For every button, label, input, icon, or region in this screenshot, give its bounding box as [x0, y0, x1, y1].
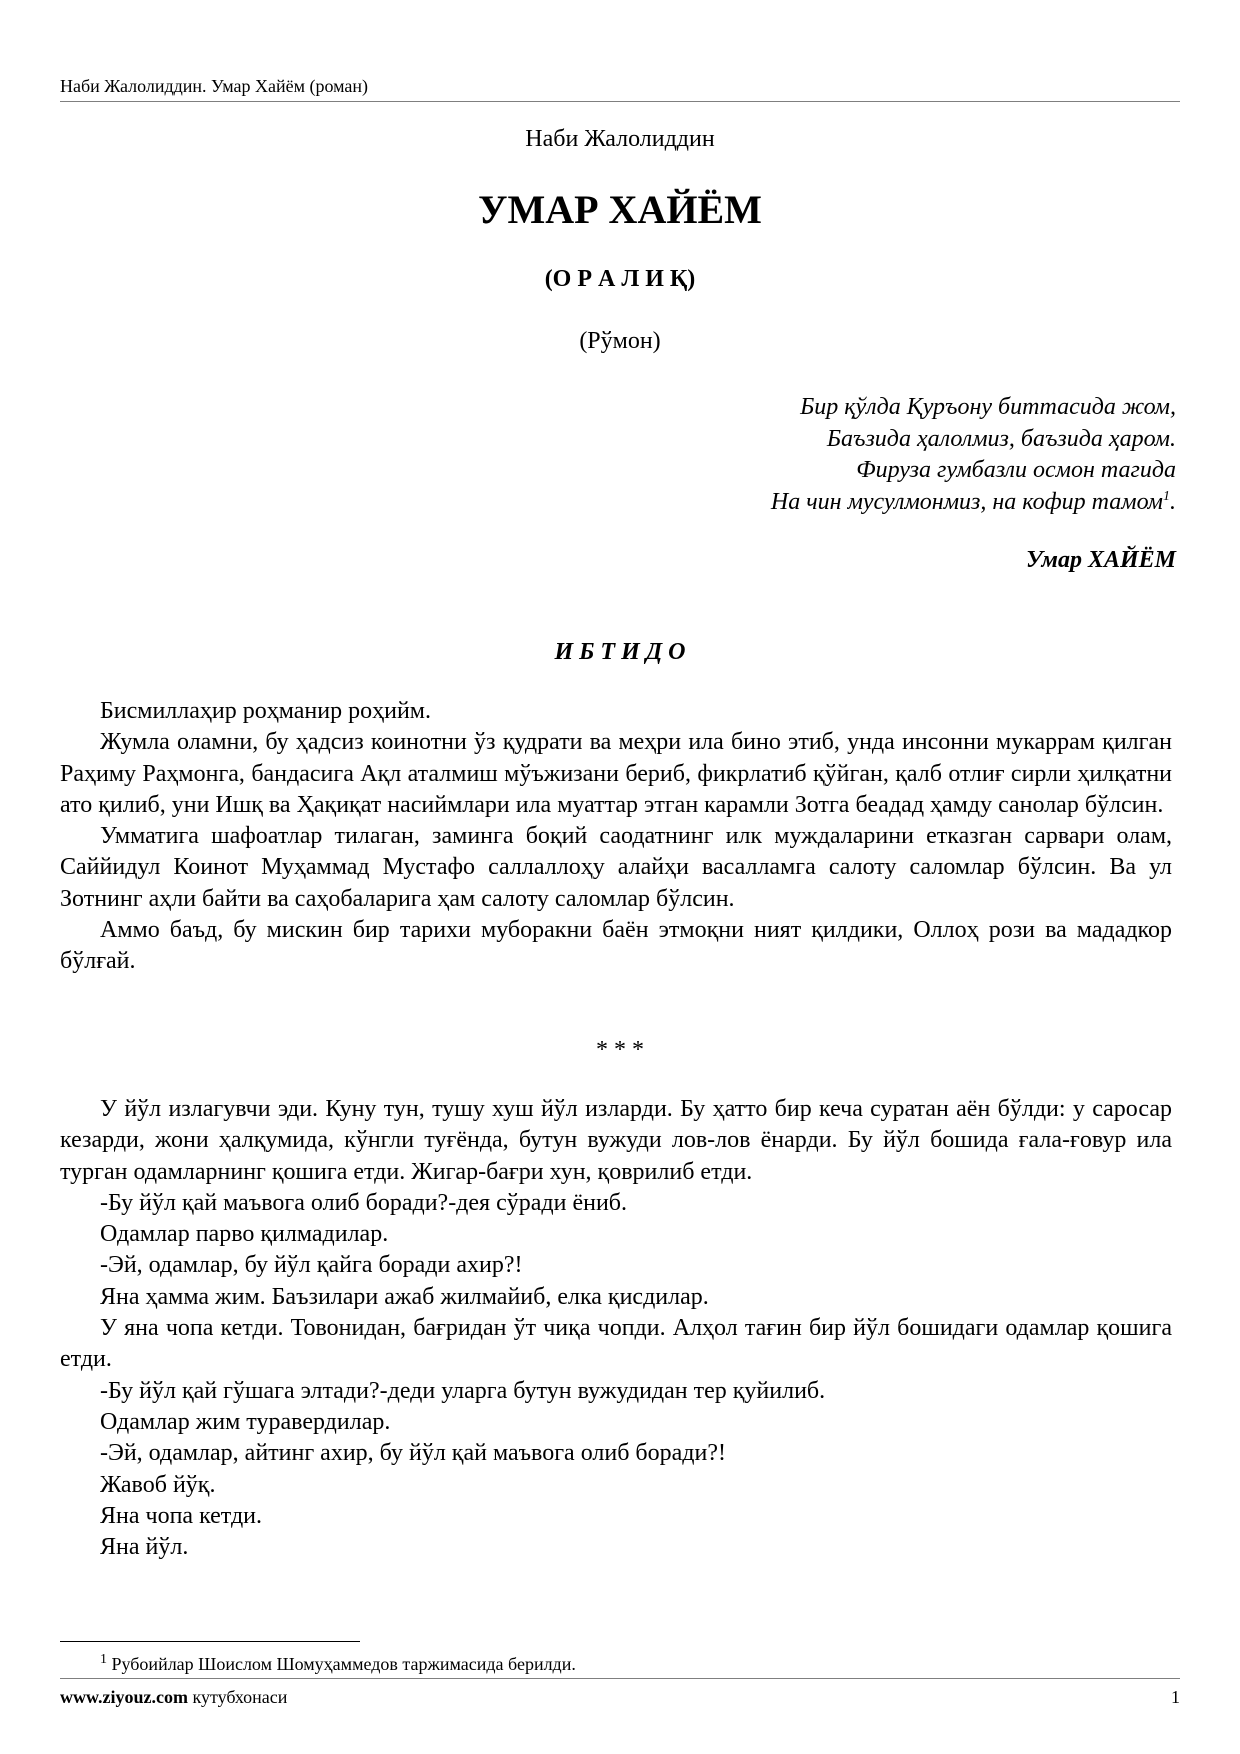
story-text: [60, 1094, 1172, 1563]
paragraph: -Эй, одамлар, бу йўл қайга боради ахир?!: [100, 1252, 523, 1279]
paragraph: Бисмиллаҳир роҳманир роҳийм.: [100, 698, 431, 724]
footnote-text: Рубоийлар Шоислом Шомуҳаммедов таржимасида берилди.: [107, 1654, 576, 1674]
paragraph: Аммо баъд, бу мискин бир тарихи муборакни баён этмоқни ният қилдики, Оллоҳ рози ва мададкор бўлғай.: [60, 917, 1172, 975]
epigraph-line-last: [771, 487, 1176, 519]
paragraph: Яна ҳамма жим. Баъзилари ажаб жилмайиб, елка қисдилар.: [100, 1283, 709, 1310]
footnote-marker: 1: [100, 1652, 107, 1667]
footnote-reference[interactable]: 1: [1163, 488, 1170, 504]
paragraph: У йўл излагувчи эди. Куну тун, тушу хуш йўл изларди. Бу ҳатто бир кеча суратан аён бўлди: у саросар кезарди, жони ҳалқумида, кўнгли туғёнда, бутун вужуди лов-лов ёнарди. Бу йўл бошида ғала-ғовур ила турган одамларнинг қошига етди. Жигар-бағри хун, қоврилиб етди.: [60, 1096, 1172, 1185]
paragraph: Жавоб йўқ.: [100, 1471, 216, 1498]
epigraph-line: Фируза гумбазли осмон тагида: [856, 457, 1176, 483]
book-subtitle: (О Р А Л И Қ): [544, 266, 696, 292]
paragraph: -Эй, одамлар, айтинг ахир, бу йўл қай маъвога олиб боради?!: [100, 1440, 726, 1467]
epigraph-end-punct: .: [1170, 488, 1176, 515]
epigraph-line: Бир қўлда Қуръону биттасида жом,: [800, 394, 1176, 420]
footnote: [100, 1652, 576, 1676]
footnote-divider: [60, 1641, 360, 1642]
paragraph: У яна чопа кетди. Товонидан, бағридан ўт чиқа чопди. Алҳол тағин бир йўл бошидаги одамлар қошига етди.: [60, 1315, 1172, 1373]
intro-text: [60, 696, 1172, 978]
paragraph: Одамлар жим туравердилар.: [100, 1408, 391, 1435]
paragraph: Одамлар парво қилмадилар.: [100, 1221, 389, 1248]
epigraph: [771, 392, 1176, 518]
epigraph-author: Умар ХАЙЁМ: [1026, 547, 1176, 573]
book-author: Наби Жалолиддин: [525, 126, 715, 152]
page-number: 1: [1171, 1687, 1180, 1707]
running-title: Наби Жалолиддин. Умар Хайём (роман): [60, 76, 369, 96]
epigraph-line: Баъзида ҳалолмиз, баъзида ҳаром.: [826, 425, 1176, 452]
paragraph: Яна йўл.: [100, 1534, 189, 1561]
footer-label: кутубхонаси: [187, 1687, 288, 1707]
section-separator: * * *: [596, 1037, 644, 1063]
book-genre: (Рўмон): [579, 328, 661, 354]
paragraph: -Бу йўл қай гўшага элтади?-деди уларга бутун вужудидан тер қуйилиб.: [100, 1377, 826, 1404]
section-title: И Б Т И Д О: [554, 639, 686, 665]
epigraph-line-text: На чин мусулмонмиз, на кофир тамом: [770, 488, 1163, 515]
running-footer: [60, 1678, 1180, 1708]
paragraph: Жумла оламни, бу ҳадсиз коинотни ўз қудрати ва меҳри ила бино этиб, унда инсонни мукаррам қилган Раҳиму Раҳмонга, бандасига Ақл аталмиш мўъжизани бериб, фикрлатиб қўйган, қалб отлиғ сирли ҳилқатни ато қилиб, уни Ишқ ва Ҳақиқат насиймлари ила муаттар этган карамли Зотга беадад ҳамду санолар бўлсин.: [60, 729, 1172, 818]
book-title: УМАР ХАЙЁМ: [478, 187, 762, 232]
site-link[interactable]: www.ziyouz.com: [60, 1687, 188, 1707]
paragraph: -Бу йўл қай маъвога олиб боради?-дея сўради ёниб.: [100, 1189, 627, 1216]
paragraph: Яна чопа кетди.: [100, 1502, 263, 1529]
paragraph: Умматига шафоатлар тилаган, заминга боқий саодатнинг илк муждаларини етказган сарвари олам, Саййидул Коинот Муҳаммад Мустафо саллаллоҳу алайҳи васалламга салоту саломлар бўлсин. Ва ул Зотнинг аҳли байти ва саҳобаларига ҳам салоту саломлар бўлсин.: [60, 823, 1172, 912]
running-header: [60, 75, 1180, 102]
